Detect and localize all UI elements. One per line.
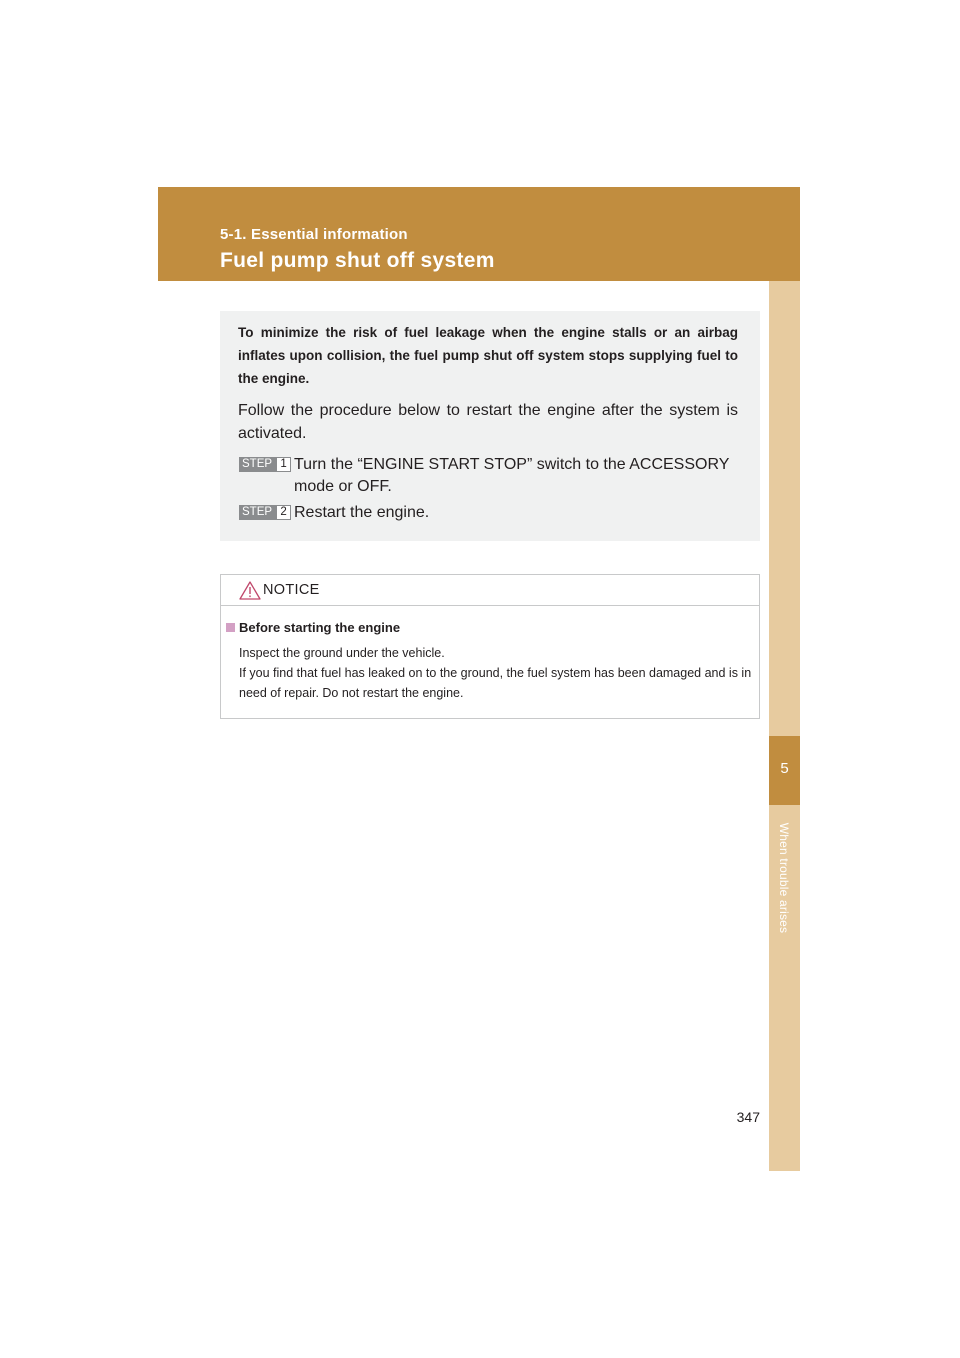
step-badge-word: STEP — [239, 457, 276, 472]
step-text: Turn the “ENGINE START STOP” switch to the ACCESSORY mode or OFF. — [294, 456, 730, 495]
notice-box — [220, 574, 760, 719]
step-badge — [239, 457, 291, 472]
step-badge-number: 1 — [276, 457, 291, 472]
step-badge-word: STEP — [239, 505, 276, 520]
notice-subhead — [226, 620, 400, 635]
notice-line: If you find that fuel has leaked on to the ground, the fuel system has been damaged and is in need of repair. Do not restart the engine. — [239, 666, 752, 700]
chapter-label: When trouble arises — [777, 822, 791, 934]
header-band — [158, 187, 800, 281]
page-number: 347 — [736, 1109, 760, 1125]
section-label: 5-1. Essential information — [220, 226, 408, 243]
warning-triangle-icon — [239, 581, 261, 600]
procedure-text: Follow the procedure below to restart the engine after the system is activated. — [238, 402, 738, 442]
notice-subhead-text: Before starting the engine — [239, 620, 401, 635]
notice-line: Inspect the ground under the vehicle. — [239, 646, 445, 660]
step-badge-number: 2 — [276, 505, 291, 520]
notice-title: NOTICE — [263, 582, 320, 598]
intro-box — [220, 311, 760, 541]
step-1 — [238, 454, 738, 498]
bullet-square-icon — [226, 623, 235, 632]
step-text: Restart the engine. — [294, 504, 430, 521]
page-title: Fuel pump shut off system — [220, 249, 495, 272]
chapter-tab — [769, 736, 800, 805]
side-tab — [769, 281, 800, 1171]
intro-summary: To minimize the risk of fuel leakage when the engine stalls or an airbag inflates upon collision, the fuel pump shut off system stops supplying fuel to the engine. — [238, 325, 738, 386]
step-badge — [239, 505, 291, 520]
notice-body — [239, 643, 753, 703]
chapter-number: 5 — [780, 760, 789, 777]
step-2 — [238, 502, 738, 524]
notice-header — [221, 575, 759, 606]
